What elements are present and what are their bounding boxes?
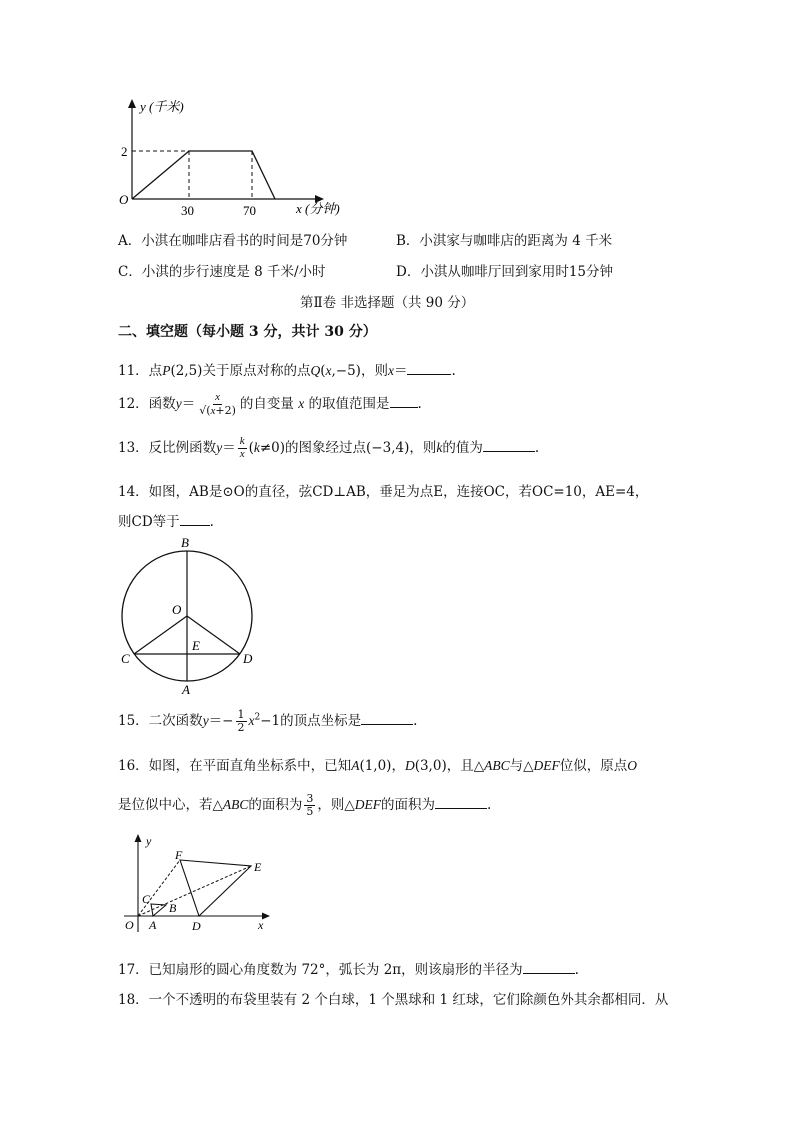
option-a: A．小淇在咖啡店看书的时间是70分钟 [118,233,348,249]
part-heading: 二、填空题（每小题 3 分，共计 30 分） [118,324,377,340]
fig-label-E: E [254,860,262,874]
option-c: C．小淇的步行速度是 8 千米/小时 [118,264,326,280]
fig-label-D: D [192,919,201,933]
circle-figure [112,530,272,700]
label-D: D [243,651,253,666]
question-12: 12．函数y＝ $\frac{x}{√(x+2)}$ 的自变量 x 的取值范围是 . [118,391,422,417]
question-16-line2: 是位似中心，若△ABC的面积为 $\frac{3}{5}$ ，则△DEF的面积为 . [118,792,492,818]
label-C: C [121,651,130,666]
option-d: D．小淇从咖啡厅回到家用时15分钟 [396,264,614,280]
label-A: A [182,682,190,697]
graph-y-label: y (千米) [140,99,184,114]
question-11: 11．点P(2,5)关于原点对称的点Q(x,−5)，则x＝ . [118,359,456,379]
graph-x-tick-30: 30 [181,203,194,218]
section-title: 第Ⅱ卷 非选择题（共 90 分） [300,295,475,311]
question-16-line1: 16．如图，在平面直角坐标系中，已知A(1,0)，D(3,0)，且△ABC与△DEF位似，原点O [118,758,637,774]
graph-origin: O [119,192,129,207]
option-b: B．小淇家与咖啡店的距离为 4 千米 [396,233,613,249]
fig-label-C: C [142,892,151,906]
question-17: 17．已知扇形的圆心角度数为 72°，弧长为 2π，则该扇形的半径为 . [118,958,579,978]
question-18: 18．一个不透明的布袋里装有 2 个白球，1 个黑球和 1 红球，它们除颜色外其余都相同．从 [118,992,669,1008]
fig-label-A: A [149,918,157,932]
fig-label-y: y [146,834,152,848]
question-13: 13．反比例函数y＝ $\frac{k}{x}$ (k≠0)的图象经过点(−3,4)，则k的值为 . [118,435,540,460]
question-14-line1: 14．如图，AB是⊙O的直径，弦CD⊥AB，垂足为点E，连接OC，若OC=10，AE=4， [118,484,649,500]
fig-label-x: x [258,918,264,932]
graph-x-label: x (分钟) [296,201,340,216]
label-E: E [192,638,200,653]
graph-y-tick: 2 [121,144,128,159]
fig-label-O: O [125,918,134,932]
distance-time-graph [110,95,370,225]
fig-label-B: B [169,901,177,915]
label-B: B [181,535,189,550]
similar-triangles-figure [116,828,276,936]
label-O: O [172,602,182,617]
question-15: 15．二次函数y＝− $\frac{1}{2}$ $x^2-1$的顶点坐标是 . [118,708,418,734]
question-14-line2: 则CD等于 . [118,510,214,530]
fig-label-F: F [175,848,183,862]
graph-x-tick-70: 70 [243,203,256,218]
